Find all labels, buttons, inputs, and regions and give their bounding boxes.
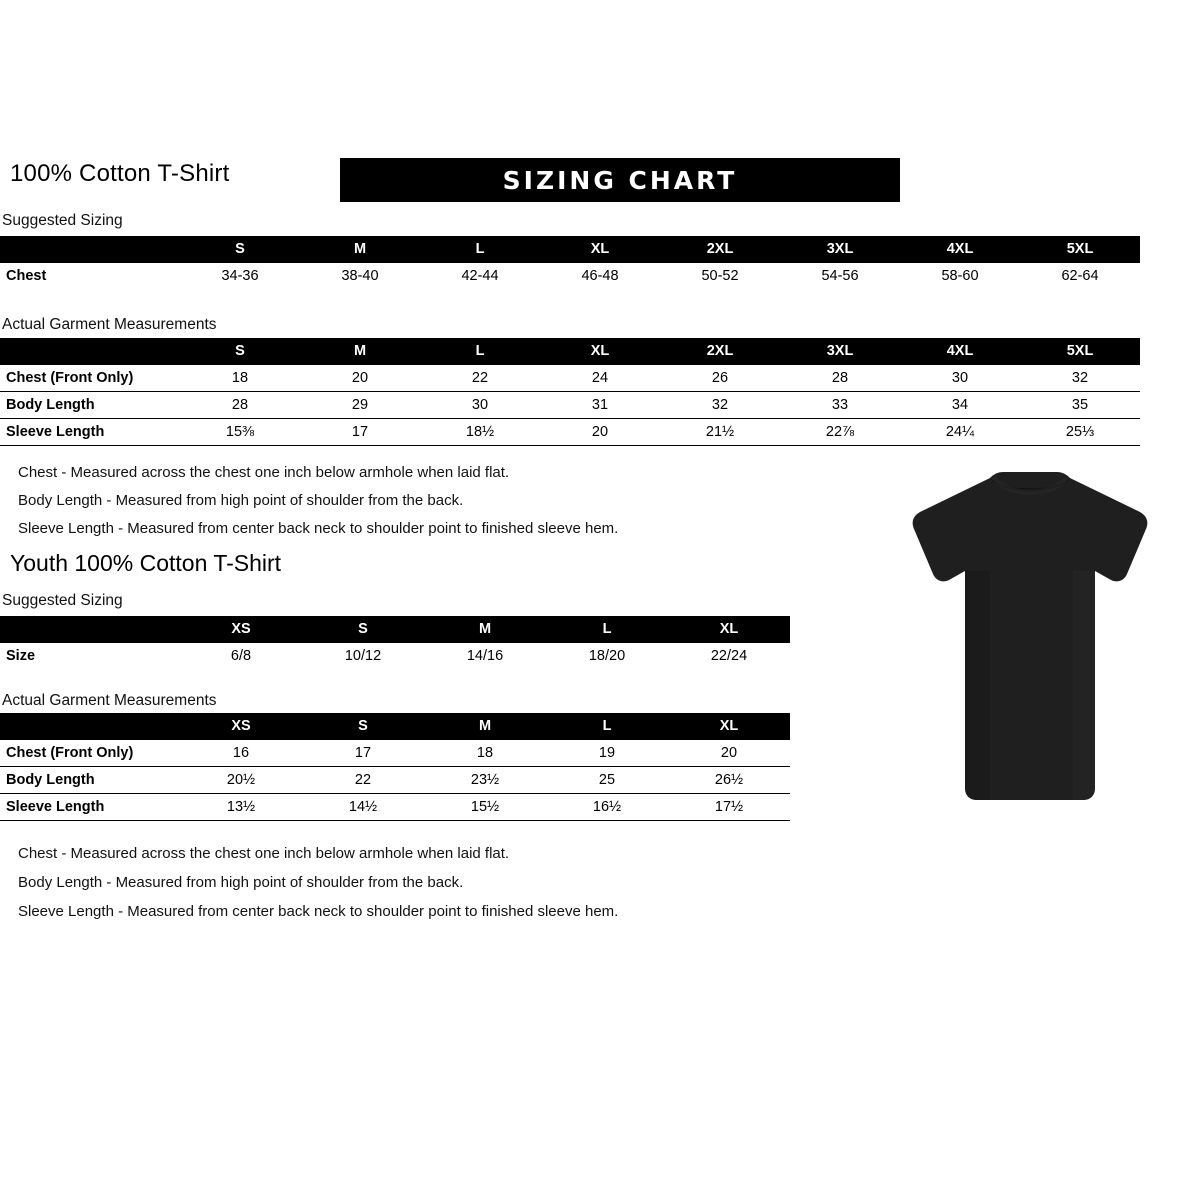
cell: 35: [1020, 392, 1140, 419]
table-header-row: [0, 713, 790, 740]
cell: 18½: [420, 419, 540, 446]
cell: 25: [546, 767, 668, 794]
cell: 17: [300, 419, 420, 446]
cell: 14/16: [466, 648, 504, 664]
col-head-4: XL: [590, 343, 610, 359]
col-head-3: L: [475, 343, 485, 359]
cell: 25⅓: [1020, 419, 1140, 446]
cell: 34: [900, 392, 1020, 419]
youth-note-chest: Chest - Measured across the chest one inch below armhole when laid flat.: [18, 845, 510, 862]
cell: 30: [420, 392, 540, 419]
col-head-5: 2XL: [706, 241, 734, 257]
cell: 17: [302, 740, 424, 767]
col-head-0: [0, 338, 180, 365]
col-head-2: S: [358, 621, 368, 637]
adult-garment-measurements-table: [0, 338, 1140, 446]
table-header-row: [0, 616, 790, 643]
cell: 13½: [180, 794, 302, 821]
col-head-6: 3XL: [826, 343, 854, 359]
cell: 15½: [424, 794, 546, 821]
cell: 34-36: [221, 268, 259, 284]
col-head-5: XL: [719, 621, 739, 637]
cell: 46-48: [581, 268, 619, 284]
cell: 24¼: [900, 419, 1020, 446]
cell: 18/20: [588, 648, 626, 664]
adult-heading: 100% Cotton T-Shirt: [10, 160, 230, 187]
table-row: [0, 263, 1140, 289]
cell: 16½: [546, 794, 668, 821]
cell: 20: [540, 419, 660, 446]
sizing-chart-banner: [340, 158, 900, 202]
cell: 24: [540, 365, 660, 392]
adult-suggested-sizing-table: [0, 236, 1140, 289]
table-row: [0, 740, 790, 767]
col-head-0: [0, 713, 180, 740]
row-label: Chest: [6, 268, 47, 284]
cell: 20: [300, 365, 420, 392]
col-head-7: 4XL: [946, 343, 974, 359]
cell: 10/12: [344, 648, 382, 664]
row-label: Body Length: [0, 392, 180, 419]
cell: 18: [424, 740, 546, 767]
cell: 20: [668, 740, 790, 767]
cell: 22: [420, 365, 540, 392]
cell: 33: [780, 392, 900, 419]
cell: 23½: [424, 767, 546, 794]
table-row: [0, 365, 1140, 392]
col-head-7: 4XL: [946, 241, 974, 257]
col-head-1: S: [235, 241, 245, 257]
cell: 32: [660, 392, 780, 419]
cell: 54-56: [821, 268, 859, 284]
col-head-1: XS: [231, 621, 251, 637]
cell: 38-40: [341, 268, 379, 284]
adult-note-chest: Chest - Measured across the chest one inch below armhole when laid flat.: [18, 464, 510, 481]
youth-suggested-sizing-label: Suggested Sizing: [2, 592, 123, 609]
cell: 22: [302, 767, 424, 794]
col-head-3: L: [475, 241, 485, 257]
cell: 20½: [180, 767, 302, 794]
cell: 42-44: [461, 268, 499, 284]
row-label: Chest (Front Only): [0, 365, 180, 392]
col-head-1: XS: [231, 718, 251, 734]
youth-heading: Youth 100% Cotton T-Shirt: [10, 550, 282, 576]
col-head-8: 5XL: [1066, 343, 1094, 359]
table-header-row: [0, 236, 1140, 263]
sizing-chart-banner-label: SIZING CHART: [502, 166, 738, 195]
cell: 31: [540, 392, 660, 419]
row-label: Size: [6, 648, 36, 664]
table-header-row: [0, 338, 1140, 365]
col-head-8: 5XL: [1066, 241, 1094, 257]
cell: 17½: [668, 794, 790, 821]
cell: 32: [1020, 365, 1140, 392]
adult-title-row: [0, 160, 900, 202]
col-head-6: 3XL: [826, 241, 854, 257]
col-head-5: XL: [719, 718, 739, 734]
youth-note-body-length: Body Length - Measured from high point of shoulder from the back.: [18, 874, 464, 891]
cell: 26½: [668, 767, 790, 794]
col-head-4: L: [602, 621, 612, 637]
cell: 22/24: [710, 648, 748, 664]
table-row: [0, 392, 1140, 419]
cell: 19: [546, 740, 668, 767]
youth-garment-measurements-table: [0, 713, 790, 821]
tshirt-illustration: [895, 470, 1165, 810]
cell: 6/8: [230, 648, 252, 664]
row-label: Sleeve Length: [0, 419, 180, 446]
col-head-2: M: [353, 343, 367, 359]
cell: 28: [780, 365, 900, 392]
table-row: [0, 419, 1140, 446]
cell: 29: [300, 392, 420, 419]
youth-garment-measurements-label: Actual Garment Measurements: [2, 692, 217, 709]
col-head-0: [0, 236, 180, 263]
col-head-5: 2XL: [706, 343, 734, 359]
table-row: [0, 643, 790, 669]
col-head-1: S: [235, 343, 245, 359]
cell: 50-52: [701, 268, 739, 284]
row-label: Sleeve Length: [0, 794, 180, 821]
cell: 18: [180, 365, 300, 392]
cell: 30: [900, 365, 1020, 392]
table-row: [0, 794, 790, 821]
cell: 58-60: [941, 268, 979, 284]
cell: 28: [180, 392, 300, 419]
cell: 15⅜: [180, 419, 300, 446]
col-head-0: [0, 616, 180, 643]
col-head-4: XL: [590, 241, 610, 257]
cell: 26: [660, 365, 780, 392]
cell: 16: [180, 740, 302, 767]
cell: 22⅞: [780, 419, 900, 446]
row-label: Chest (Front Only): [0, 740, 180, 767]
col-head-3: M: [478, 718, 492, 734]
col-head-4: L: [602, 718, 612, 734]
col-head-2: M: [353, 241, 367, 257]
adult-note-body-length: Body Length - Measured from high point of shoulder from the back.: [18, 492, 464, 509]
col-head-3: M: [478, 621, 492, 637]
table-row: [0, 767, 790, 794]
cell: 21½: [660, 419, 780, 446]
cell: 14½: [302, 794, 424, 821]
cell: 62-64: [1061, 268, 1099, 284]
adult-note-sleeve-length: Sleeve Length - Measured from center back neck to shoulder point to finished sleeve hem.: [18, 520, 619, 537]
adult-suggested-sizing-label: Suggested Sizing: [2, 212, 123, 229]
adult-garment-measurements-label: Actual Garment Measurements: [2, 316, 217, 333]
youth-note-sleeve-length: Sleeve Length - Measured from center back neck to shoulder point to finished sleeve hem.: [18, 903, 619, 920]
row-label: Body Length: [0, 767, 180, 794]
col-head-2: S: [358, 718, 368, 734]
youth-suggested-sizing-table: [0, 616, 790, 669]
